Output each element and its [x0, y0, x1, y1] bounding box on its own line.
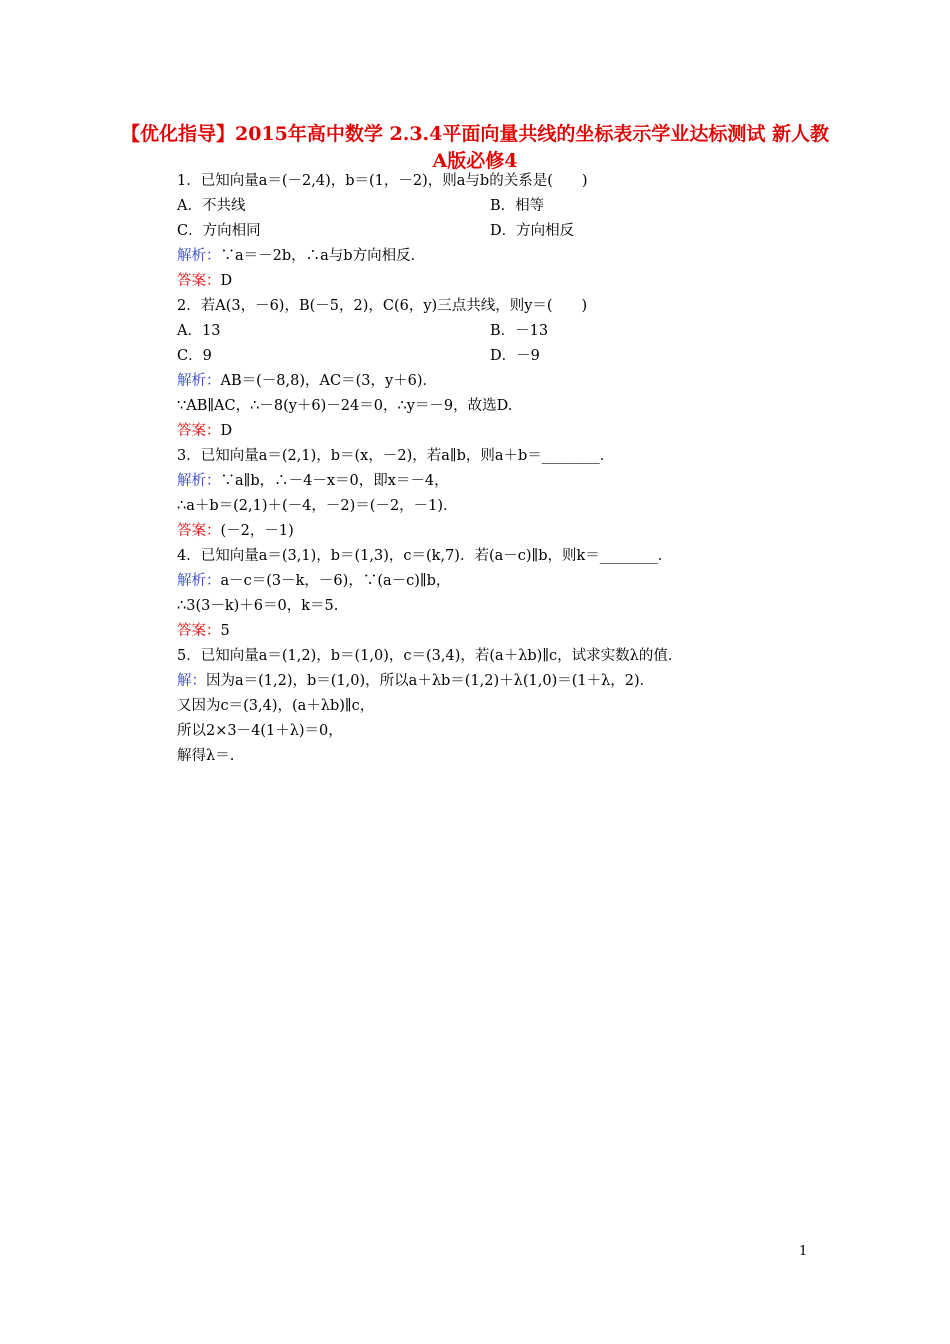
q1-option-c: C．方向相同 [177, 223, 261, 239]
q3-analysis [177, 469, 449, 494]
q4-analysis [177, 569, 450, 594]
q2-analysis [177, 369, 437, 394]
page-number: 1 [799, 1244, 808, 1259]
answer-label: 答案： [177, 423, 221, 439]
q2-option-c: C．9 [177, 348, 212, 364]
analysis-label: 解析： [177, 248, 221, 264]
page-title: 【优化指导】2015年高中数学 2.3.4平面向量共线的坐标表示学业达标测试 新人教A版必修4 [120, 123, 829, 172]
q1-analysis-text: ∵a＝－2b，∴a与b方向相反． [220, 248, 426, 264]
q1-answer [177, 269, 232, 294]
q1-options-ab [177, 194, 827, 219]
q2-option-b: B．－13 [490, 323, 549, 339]
q2-analysis-text: AB＝(－8,8)，AC＝(3，y＋6)． [220, 373, 438, 389]
q1-answer-text: D [220, 273, 233, 289]
q1-stem: 1．已知向量a＝(－2,4)，b＝(1，－2)，则a与b的关系是( ) [177, 173, 588, 189]
q4-analysis-text: a－c＝(3－k，－6)，∵(a－c)∥b， [220, 573, 451, 589]
q3-answer-text: (－2，－1) [220, 523, 294, 539]
q3-analysis-text: ∵a∥b，∴－4－x＝0，即x＝－4， [220, 473, 449, 489]
q5-solution-2: 又因为c＝(3,4)，(a＋λb)∥c， [177, 698, 375, 714]
q4-answer-text: 5 [220, 623, 230, 639]
answer-label: 答案： [177, 523, 221, 539]
q4-analysis-2: ∴3(3－k)＋6＝0，k＝5. [177, 598, 339, 614]
q2-options-cd [177, 344, 827, 369]
q2-option-d: D．－9 [490, 348, 540, 364]
q2-answer-text: D [220, 423, 233, 439]
q5-solution-text: 因为a＝(1,2)，b＝(1,0)，所以a＋λb＝(1,2)＋λ(1,0)＝(1＋λ，2)． [206, 673, 655, 689]
q5-solution-4: 解得λ＝. [177, 748, 235, 764]
q2-answer [177, 419, 232, 444]
q1-option-d: D．方向相反 [490, 223, 575, 239]
q1-options-cd [177, 219, 827, 244]
q1-option-b: B．相等 [490, 198, 545, 214]
q4-stem: 4．已知向量a＝(3,1)，b＝(1,3)，c＝(k,7)．若(a－c)∥b，则k＝________． [177, 548, 673, 564]
q3-stem: 3．已知向量a＝(2,1)，b＝(x，－2)，若a∥b，则a＋b＝________． [177, 448, 615, 464]
q2-analysis-2: ∵AB∥AC，∴－8(y＋6)－24＝0，∴y＝－9，故选D. [177, 398, 513, 414]
q1-analysis [177, 244, 425, 269]
q5-solution-3: 所以2×3－4(1＋λ)＝0， [177, 723, 343, 739]
q4-answer [177, 619, 230, 644]
q3-answer [177, 519, 294, 544]
q3-analysis-2: ∴a＋b＝(2,1)＋(－4，－2)＝(－2，－1)． [177, 498, 458, 514]
analysis-label: 解析： [177, 473, 221, 489]
solution-label: 解： [177, 673, 206, 689]
answer-label: 答案： [177, 273, 221, 289]
q2-options-ab [177, 319, 827, 344]
q5-stem: 5．已知向量a＝(1,2)，b＝(1,0)，c＝(3,4)，若(a＋λb)∥c，试求实数λ的值． [177, 648, 683, 664]
analysis-label: 解析： [177, 373, 221, 389]
q1-option-a: A．不共线 [177, 198, 246, 214]
q5-solution [177, 669, 654, 694]
q2-stem: 2．若A(3，－6)，B(－5，2)，C(6，y)三点共线，则y＝( ) [177, 298, 588, 314]
analysis-label: 解析： [177, 573, 221, 589]
q2-option-a: A．13 [177, 323, 221, 339]
answer-label: 答案： [177, 623, 221, 639]
